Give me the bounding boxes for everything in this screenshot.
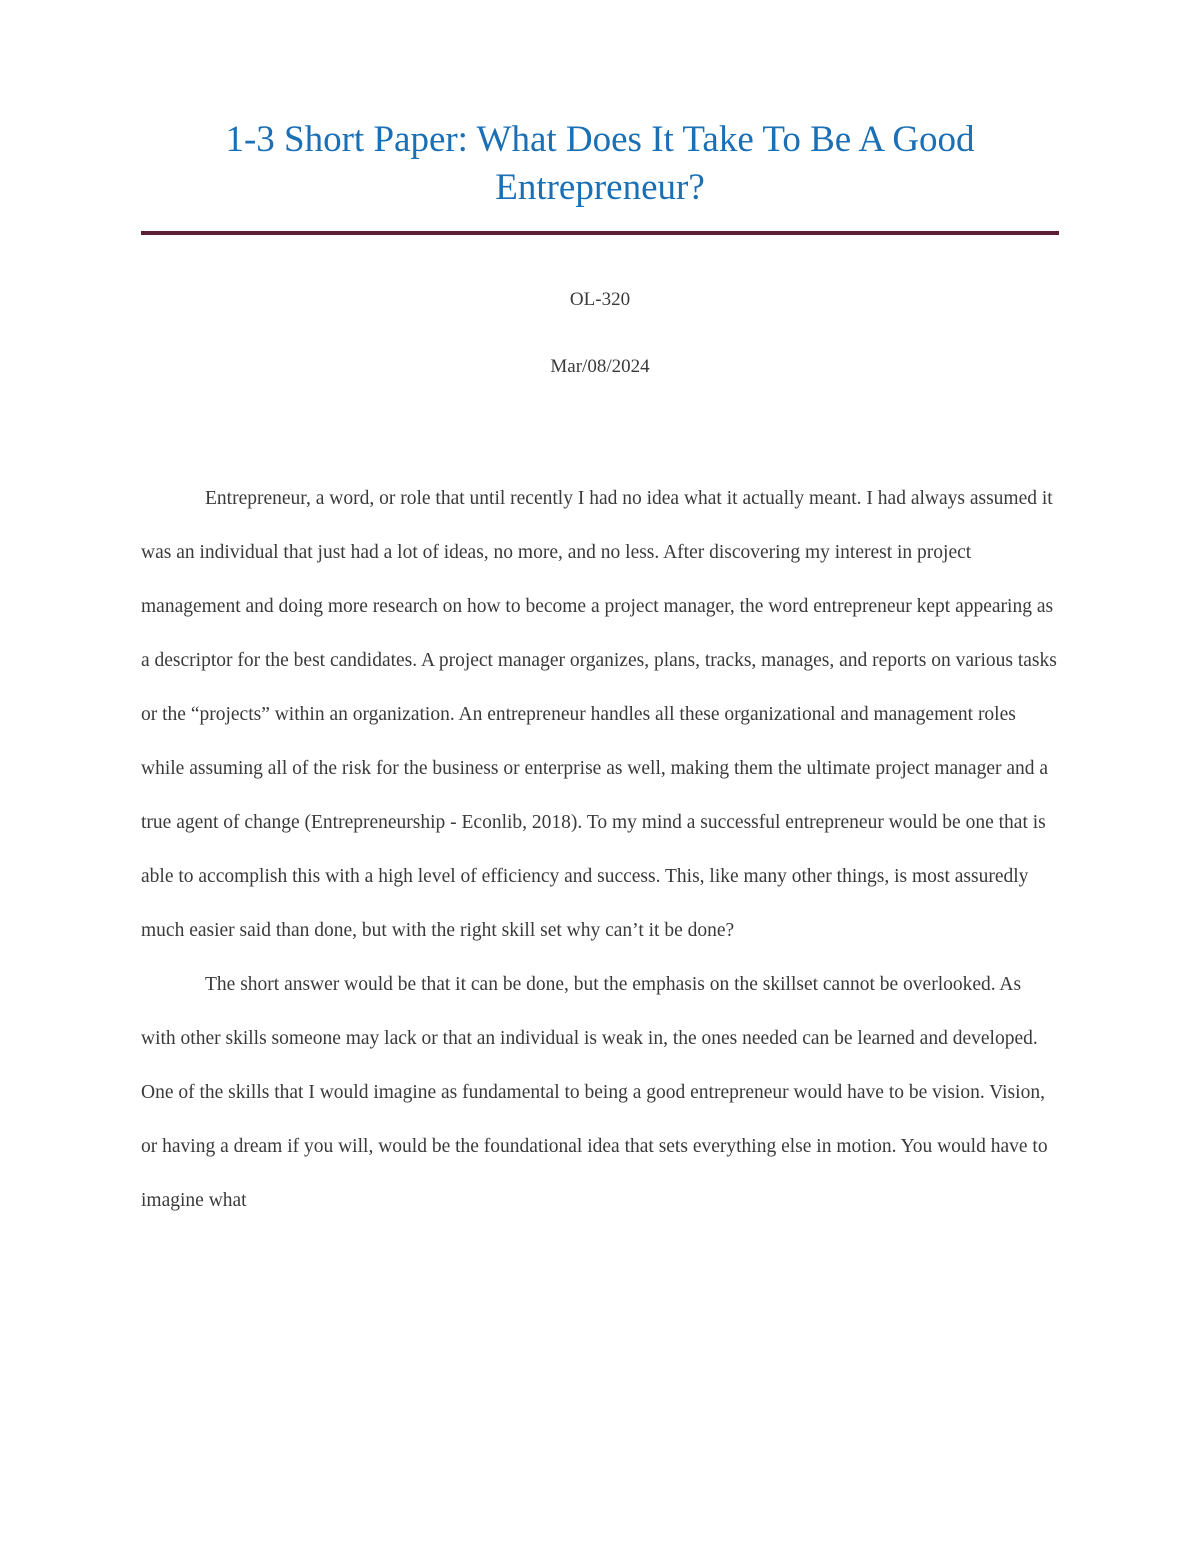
document-body bbox=[141, 472, 1059, 1228]
body-paragraph-2: The short answer would be that it can be done, but the emphasis on the skillset cannot be overlooked. As with other skills someone may lack or that an individual is weak in, the ones needed can be learned and developed. One of the skills that I would imagine as fundamental to being a good entrepreneur would have to be vision. Vision, or having a dream if you will, would be the foundational idea that sets everything else in motion. You would have to imagine what bbox=[141, 974, 1048, 1211]
document-date: Mar/08/2024 bbox=[550, 356, 650, 377]
title-divider bbox=[141, 231, 1059, 235]
course-code: OL-320 bbox=[569, 289, 631, 310]
page-title: 1-3 Short Paper: What Does It Take To Be A Good Entrepreneur? bbox=[225, 119, 975, 208]
body-paragraph-1: Entrepreneur, a word, or role that until recently I had no idea what it actually meant. I had always assumed it was an individual that just had a lot of ideas, no more, and no less. After discovering my interest in project management and doing more research on how to become a project manager, the word entrepreneur kept appearing as a descriptor for the best candidates. A project manager organizes, plans, tracks, manages, and reports on various tasks or the “projects” within an organization. An entrepreneur handles all these organizational and management roles while assuming all of the risk for the business or enterprise as well, making them the ultimate project manager and a true agent of change (Entrepreneurship - Econlib, 2018). To my mind a successful entrepreneur would be one that is able to accomplish this with a high level of efficiency and success. This, like many other things, is most assuredly much easier said than done, but with the right skill set why can’t it be done? bbox=[141, 488, 1057, 941]
